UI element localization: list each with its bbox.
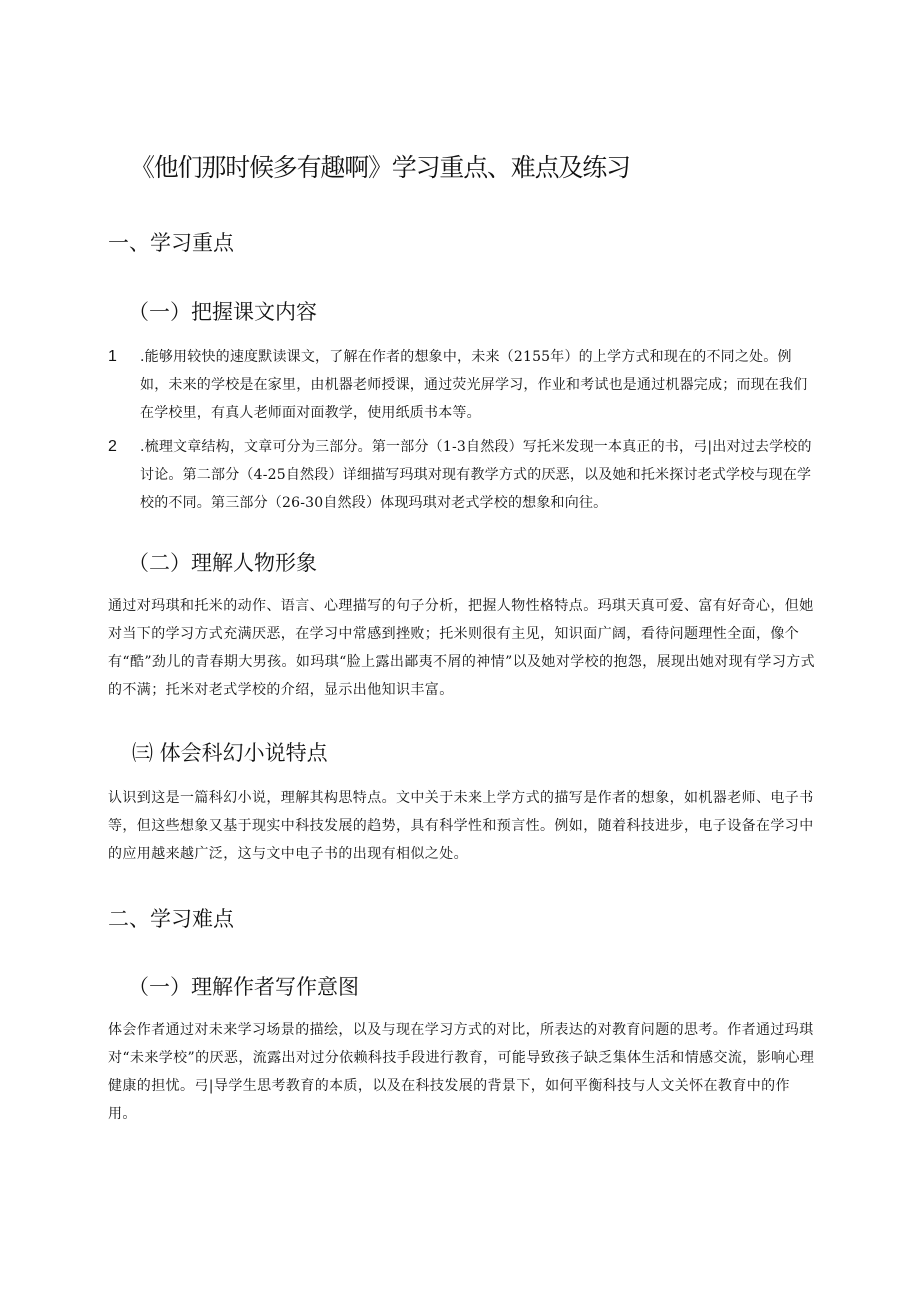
subheading-author-intent: （一）理解作者写作意图	[128, 975, 359, 999]
list-item-text: .能够用较快的速度默读课文，了解在作者的想象中，未来（2155年）的上学方式和现在的不同之处。例如，未来的学校是在家里，由机器老师授课，通过荧光屏学习，作业和考试也是通过机器完成；而现在我们在学校里，有真人老师面对面教学，使用纸质书本等。	[140, 349, 808, 421]
section-heading-key-points: 一、学习重点	[108, 231, 234, 255]
section-heading-difficulties: 二、学习难点	[108, 907, 234, 931]
list-item-number: 2	[108, 438, 117, 455]
list-item	[108, 433, 818, 517]
paragraph-sci-fi-features: 认识到这是一篇科幻小说，理解其构思特点。文中关于未来上学方式的描写是作者的想象，如机器老师、电子书等，但这些想象又基于现实中科技发展的趋势，具有科学性和预言性。例如，随着科技进步，电子设备在学习中的应用越来越广泛，这与文中电子书的出现有相似之处。	[108, 790, 814, 862]
subheading-grasp-content: （一）把握课文内容	[128, 300, 317, 324]
list-item-text: .梳理文章结构，文章可分为三部分。第一部分（1-3自然段）写托米发现一本真正的书，弓|出对过去学校的讨论。第二部分（4-25自然段）详细描写玛琪对现有教学方式的厌恶，以及她和托米探讨老式学校与现在学校的不同。第三部分（26-30自然段）体现玛琪对老式学校的想象和向往。	[140, 439, 812, 511]
subheading-sci-fi-features: ㈢ 体会科幻小说特点	[132, 741, 328, 765]
document-title: 《他们那时候多有趣啊》学习重点、难点及练习	[130, 153, 630, 182]
list-item	[108, 343, 818, 427]
paragraph-character-analysis: 通过对玛琪和托米的动作、语言、心理描写的句子分析，把握人物性格特点。玛琪天真可爱、富有好奇心，但她对当下的学习方式充满厌恶，在学习中常感到挫败；托米则很有主见，知识面广阔，看待问题理性全面，像个有“酷”劲儿的青春期大男孩。如玛琪“脸上露出鄙夷不屑的神情”以及她对学校的抱怨，展现出她对现有学习方式的不满；托米对老式学校的介绍，显示出他知识丰富。	[108, 598, 816, 698]
list-item-number: 1	[108, 348, 117, 365]
subheading-character-image: （二）理解人物形象	[128, 551, 317, 575]
paragraph-author-intent: 体会作者通过对未来学习场景的描绘，以及与现在学习方式的对比，所表达的对教育问题的思考。作者通过玛琪对“未来学校”的厌恶，流露出对过分依赖科技手段进行教育，可能导致孩子缺乏集体生活和情感交流，影响心理健康的担忧。弓|导学生思考教育的本质，以及在科技发展的背景下，如何平衡科技与人文关怀在教育中的作用。	[108, 1022, 815, 1122]
